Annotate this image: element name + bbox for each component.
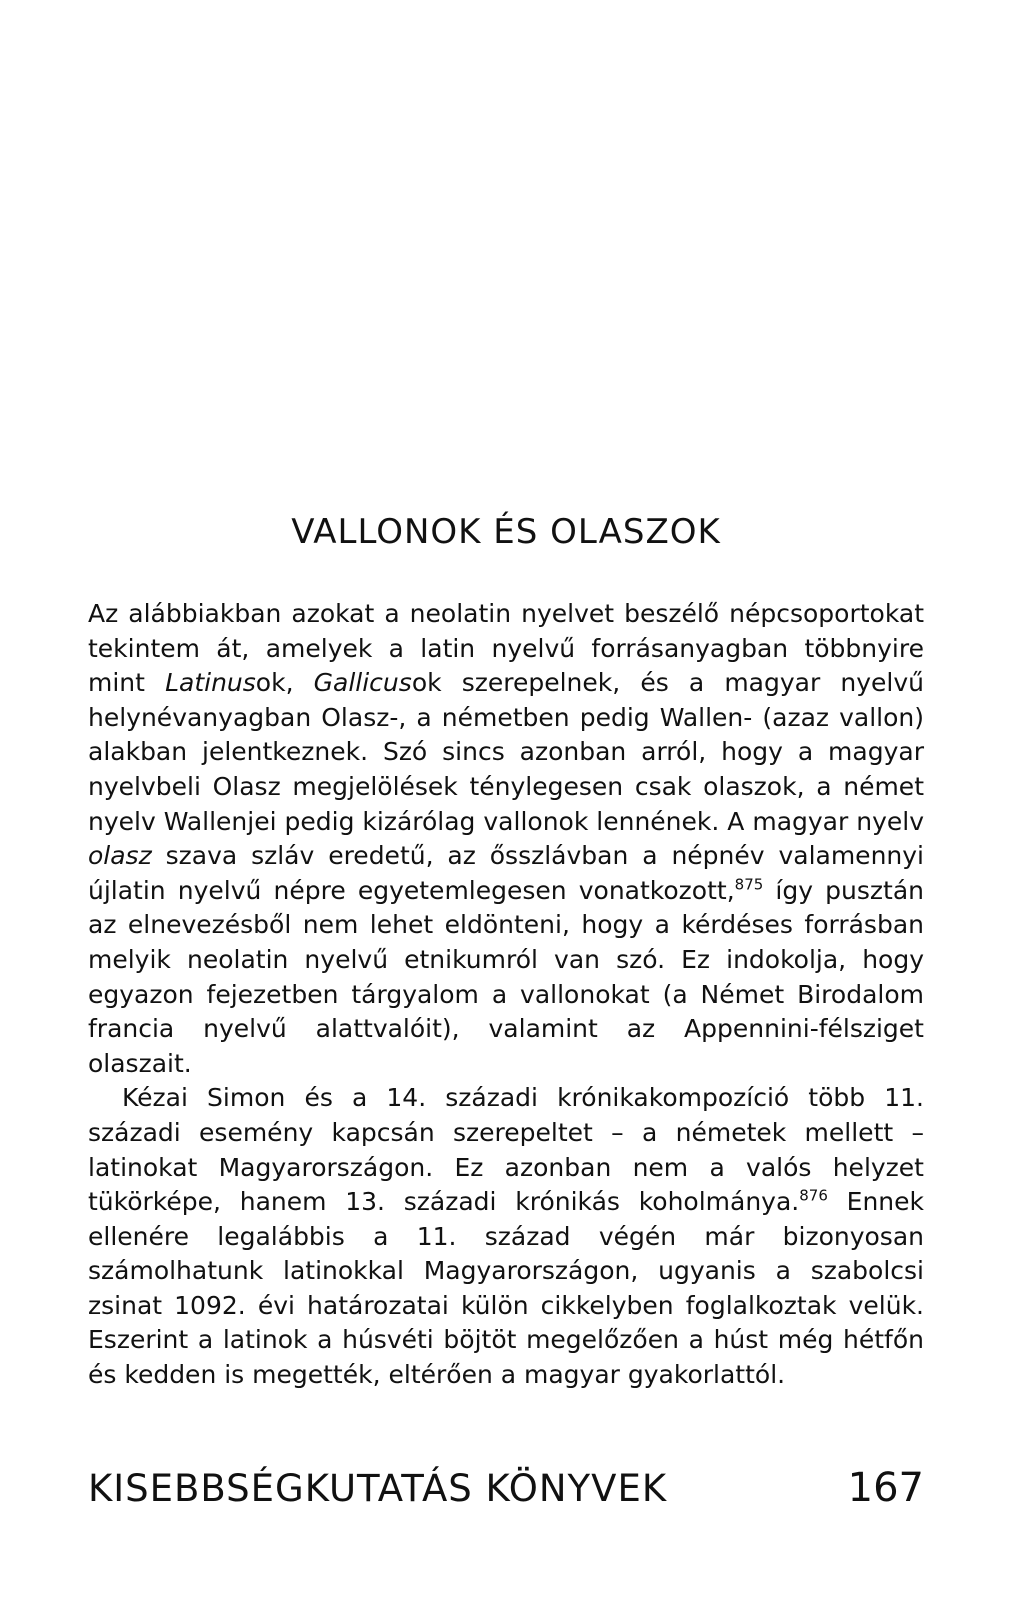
page-footer [88,1465,924,1511]
footnote-ref: 876 [799,1186,828,1205]
paragraph [88,597,924,1081]
body-text [88,597,924,1393]
text-run: Kézai Simon és a 14. századi krónikakompozíció több 11. századi esemény kapcsán szerepeltet – a németek mellett – latinokat Magyarországon. Ez azonban nem a valós helyzet tükörképe, hanem 13. századi krónikás koholmánya. [88,1083,924,1217]
page-number: 167 [847,1465,924,1511]
text-run: Az alábbiakban azokat a neolatin nyelvet beszélő népcsoportokat tekintem át, amelyek a latin nyelvű forrásanyagban többnyire mint [88,599,924,698]
italic-term: Latinus [165,668,256,698]
text-run: így pusztán az elnevezésből nem lehet eldönteni, hogy a kérdéses forrásban melyik neolatin nyelvű etnikumról van szó. Ez indokolja, hogy egyazon fejezetben tárgyalom a vallonokat (a Német Birodalom francia nyelvű alattvalóit), valamint az Appennini-félsziget olaszait. [88,875,924,1078]
footnote-ref: 875 [734,875,764,894]
italic-term: olasz [88,841,152,871]
series-name: KISEBBSÉGKUTATÁS KÖNYVEK [88,1467,668,1510]
text-run: Ennek ellenére legalábbis a 11. század végén már bizonyosan számolhatunk latinokkal Magyarországon, ugyanis a szabolcsi zsinat 1092. évi határozatai külön cikkelyben foglalkoztak velük. Eszerint a latinok a húsvéti böjtöt megelőzően a húst még hétfőn és kedden is megették, eltérően a magyar gyakorlattól. [88,1187,924,1390]
italic-term: Gallicus [313,668,412,698]
paragraph [88,1081,924,1392]
chapter-title: VALLONOK ÉS OLASZOK [291,512,721,552]
text-run: szava szláv eredetű, az ősszlávban a népnév valamennyi újlatin nyelvű népre egyetemlegesen vonatkozott, [88,841,924,905]
text-run: ok, [255,668,314,698]
text-run: ok szerepelnek, és a magyar nyelvű helynévanyagban Olasz-, a németben pedig Wallen- (azaz vallon) alakban jelentkeznek. Szó sincs azonban arról, hogy a magyar nyelvbeli Olasz megjelölések ténylegesen csak olaszok, a német nyelv Wallenjei pedig kizárólag vallonok lennének. A magyar nyelv [88,668,924,836]
